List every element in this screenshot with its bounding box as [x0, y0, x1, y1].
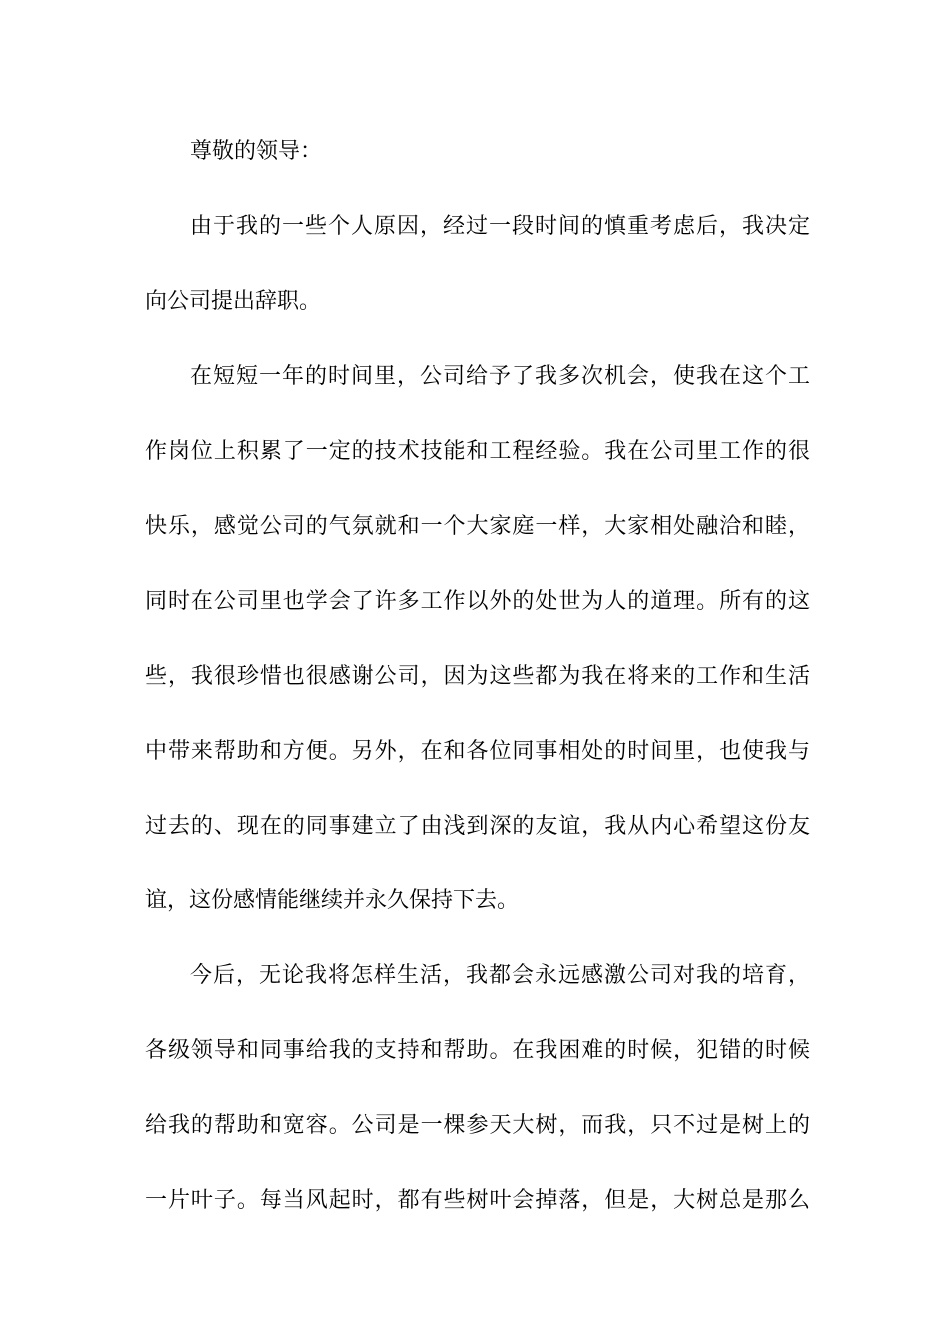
body-line: 同时在公司里也学会了许多工作以外的处世为人的道理。所有的这 — [145, 589, 810, 614]
salutation: 尊敬的领导： — [190, 139, 323, 164]
body-line: 快乐，感觉公司的气氛就和一个大家庭一样，大家相处融洽和睦， — [145, 514, 810, 539]
body-line: 在短短一年的时间里，公司给予了我多次机会，使我在这个工 — [190, 364, 810, 389]
body-line: 谊，这份感情能继续并永久保持下去。 — [145, 888, 520, 913]
body-line: 些，我很珍惜也很感谢公司，因为这些都为我在将来的工作和生活 — [145, 664, 810, 689]
body-line: 各级领导和同事给我的支持和帮助。在我困难的时候，犯错的时候 — [145, 1038, 810, 1063]
body-line: 中带来帮助和方便。另外，在和各位同事相处的时间里，也使我与 — [145, 739, 810, 764]
body-line: 今后，无论我将怎样生活，我都会永远感激公司对我的培育， — [190, 963, 810, 988]
body-line: 给我的帮助和宽容。公司是一棵参天大树，而我，只不过是树上的 — [145, 1113, 810, 1138]
body-line: 作岗位上积累了一定的技术技能和工程经验。我在公司里工作的很 — [145, 439, 810, 464]
body-line: 由于我的一些个人原因，经过一段时间的慎重考虑后，我决定 — [190, 214, 810, 239]
body-line: 一片叶子。每当风起时，都有些树叶会掉落，但是，大树总是那么 — [145, 1188, 810, 1213]
body-line: 向公司提出辞职。 — [145, 289, 322, 314]
body-line: 过去的、现在的同事建立了由浅到深的友谊，我从内心希望这份友 — [145, 814, 810, 839]
